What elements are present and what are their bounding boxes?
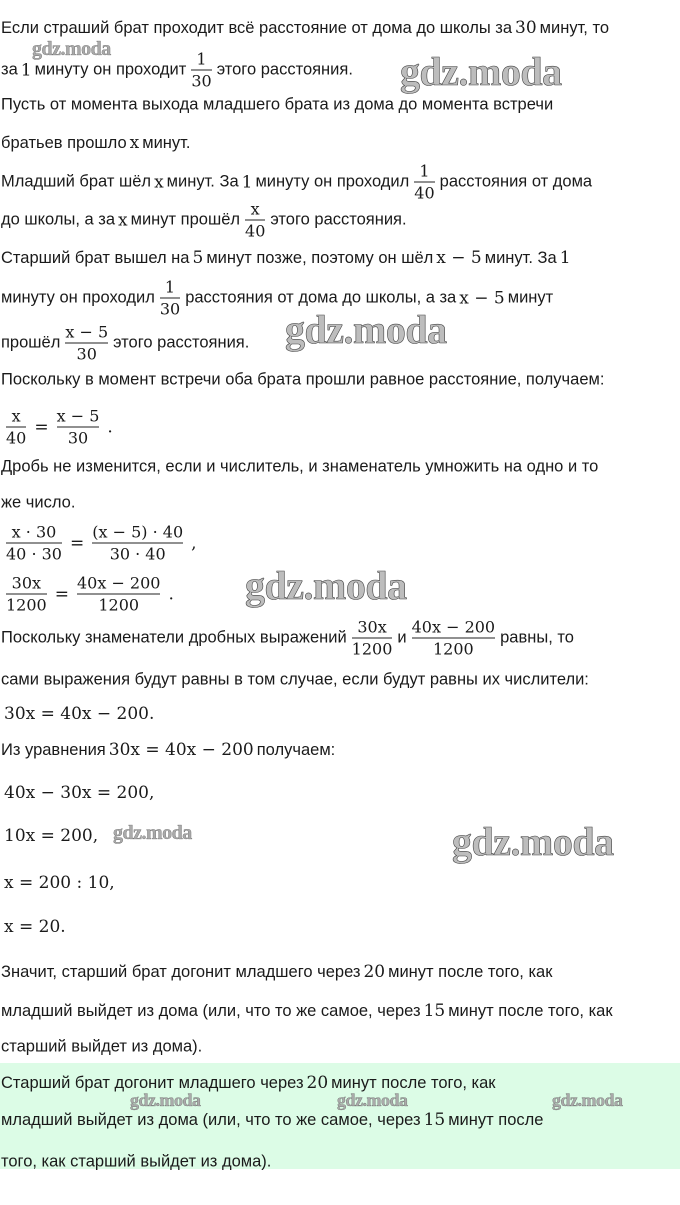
text-segment: за	[1, 60, 18, 79]
math-expression: ,	[191, 533, 197, 553]
lines-line	[1, 1001, 613, 1021]
fraction	[57, 407, 100, 448]
text-segment: того, как старший выйдет из дома).	[1, 1152, 272, 1171]
text-segment: Младший брат шёл	[1, 172, 152, 191]
fraction	[412, 618, 496, 659]
math-expression: 10x = 200,	[4, 826, 99, 846]
math-expression: x	[118, 210, 128, 230]
math-expression: 20	[363, 962, 386, 982]
fraction-numerator: x · 30	[11, 522, 57, 542]
fraction-numerator: 1	[164, 277, 176, 297]
text-segment: минут после того, как	[331, 1073, 496, 1092]
fraction-denominator: 30	[159, 299, 181, 319]
lines-line	[1, 783, 157, 803]
text-segment: младший выйдет из дома (или, что то же самое, через	[1, 1110, 421, 1129]
lines-line	[1, 826, 101, 846]
fraction-denominator: 1200	[6, 595, 47, 615]
math-expression: 20	[306, 1073, 329, 1093]
text-segment: минут. За	[484, 248, 557, 267]
fraction	[352, 618, 393, 659]
lines-line	[1, 494, 75, 513]
fraction-numerator: (x − 5) · 40	[92, 522, 184, 542]
fraction-bar	[412, 638, 496, 639]
text-segment: этого расстояния.	[216, 60, 353, 79]
watermark: gdz.moda	[337, 1090, 408, 1110]
lines-line	[1, 523, 200, 564]
answer-line	[1, 1153, 271, 1172]
text-segment: Дробь не изменится, если и числитель, и знаменатель умножить на одно и то	[1, 457, 599, 476]
fraction	[65, 323, 108, 364]
fraction-denominator: 40	[245, 221, 266, 241]
fraction-denominator: 40	[414, 183, 435, 203]
math-expression: 30x = 40x − 200	[108, 740, 254, 760]
fraction	[77, 574, 161, 615]
lines-line	[1, 162, 592, 203]
lines-line	[1, 18, 609, 38]
fraction-denominator: 30 · 40	[109, 544, 166, 564]
text-segment: этого расстояния.	[113, 333, 250, 352]
fraction-numerator: 1	[419, 161, 430, 181]
fraction-denominator: 40 · 30	[6, 544, 62, 564]
text-segment: же число.	[1, 493, 76, 512]
watermark: gdz.moda	[552, 1090, 623, 1110]
lines-line	[1, 574, 177, 615]
fraction-bar	[352, 638, 393, 639]
text-segment: минут	[507, 288, 554, 307]
fraction-bar	[6, 427, 26, 428]
text-segment: этого расстояния.	[270, 210, 407, 229]
lines-line	[1, 873, 118, 893]
fraction-bar	[77, 594, 161, 595]
math-expression: x	[154, 172, 164, 192]
math-expression: 5	[192, 248, 204, 268]
watermark: gdz.moda	[245, 563, 407, 608]
fraction-numerator: 30x	[11, 573, 42, 593]
lines-line	[1, 1038, 202, 1057]
fraction-numerator: x − 5	[56, 406, 100, 426]
fraction-denominator: 1200	[98, 595, 140, 615]
text-segment: Старший брат вышел на	[1, 248, 190, 267]
lines-line	[1, 371, 604, 390]
watermark: gdz.moda	[400, 49, 562, 94]
math-expression: x − 5	[459, 288, 505, 308]
math-expression: x	[129, 133, 140, 153]
watermark: gdz.moda	[285, 307, 447, 352]
fraction-denominator: 1200	[433, 639, 474, 659]
lines-line	[1, 740, 335, 760]
math-expression: .	[107, 417, 113, 437]
text-segment: минут, то	[539, 18, 610, 37]
fraction-denominator: 1200	[351, 639, 393, 659]
fraction	[160, 278, 180, 319]
text-segment: минут позже, поэтому он шёл	[206, 248, 434, 267]
text-segment: Поскольку знаменатели дробных выражений	[1, 628, 347, 647]
text-segment: минут после того, как	[388, 962, 553, 981]
lines-line	[1, 458, 598, 477]
fraction	[245, 200, 265, 241]
text-segment: расстояния от дома	[439, 172, 593, 191]
lines-line	[1, 671, 589, 690]
text-segment: получаем:	[256, 740, 336, 759]
text-segment: расстояния от дома до школы, а за	[185, 288, 457, 307]
text-segment: минут после	[448, 1110, 544, 1129]
fraction-bar	[6, 594, 47, 595]
text-segment: братьев прошло	[1, 133, 127, 152]
fraction	[6, 523, 62, 564]
lines-line	[1, 248, 574, 268]
fraction-numerator: x	[250, 199, 260, 219]
fraction-bar	[6, 543, 62, 544]
math-expression: 40x − 30x = 200,	[4, 783, 155, 803]
fraction-bar	[191, 70, 211, 71]
fraction-denominator: 40	[6, 428, 27, 448]
text-segment: Из уравнения	[1, 740, 106, 759]
lines-line	[1, 917, 69, 937]
text-segment: Поскольку в момент встречи оба брата прошли равное расстояние, получаем:	[1, 370, 605, 389]
fraction-denominator: 30	[191, 71, 212, 91]
math-expression: .	[168, 584, 174, 604]
fraction-numerator: x	[11, 406, 21, 426]
math-expression: 30	[515, 18, 537, 38]
watermark: gdz.moda	[452, 819, 614, 864]
fraction	[92, 523, 183, 564]
text-segment: минуту он проходил	[255, 172, 410, 191]
text-segment: прошёл	[1, 333, 61, 352]
text-segment: равны, то	[500, 628, 574, 647]
math-expression: 1	[20, 60, 32, 80]
answer-line	[1, 1073, 496, 1093]
math-expression: 15	[423, 1110, 446, 1130]
text-segment: минут после того, как	[448, 1001, 613, 1020]
text-segment: минут.	[142, 133, 191, 152]
math-expression: 1	[559, 248, 571, 268]
math-expression: x − 5	[436, 248, 482, 268]
lines-line	[1, 96, 553, 115]
lines-line	[1, 278, 553, 319]
lines-line	[1, 704, 157, 724]
fraction-bar	[414, 182, 434, 183]
math-expression: x = 20.	[4, 917, 66, 937]
fraction	[6, 574, 47, 615]
math-expression: 1	[241, 172, 253, 192]
math-expression: x = 200 : 10,	[4, 873, 115, 893]
text-segment: Пусть от момента выхода младшего брата из дома до момента встречи	[1, 95, 554, 114]
text-segment: сами выражения будут равны в том случае, если будут равны их числители:	[1, 670, 589, 689]
fraction-denominator: 30	[76, 344, 97, 364]
text-segment: минуту он проходит	[34, 60, 187, 79]
lines-line	[1, 407, 116, 448]
text-segment: Старший брат догонит младшего через	[1, 1073, 304, 1092]
fraction-numerator: 40x − 200	[76, 573, 161, 593]
text-segment: до школы, а за	[1, 210, 116, 229]
text-segment: минут прошёл	[130, 210, 241, 229]
fraction-bar	[57, 427, 100, 428]
fraction-numerator: 1	[196, 49, 207, 69]
lines-line	[1, 962, 552, 982]
fraction-bar	[65, 343, 108, 344]
lines-line	[1, 133, 190, 153]
text-segment: Значит, старший брат догонит младшего через	[1, 962, 361, 981]
watermark: gdz.moda	[113, 822, 192, 844]
math-expression: =	[54, 584, 69, 604]
watermark: gdz.moda	[130, 1090, 201, 1110]
math-expression: =	[69, 533, 85, 553]
fraction-numerator: 30x	[357, 617, 387, 637]
lines-line	[1, 200, 407, 241]
text-segment: младший выйдет из дома (или, что то же самое, через	[1, 1001, 421, 1020]
fraction-denominator: 30	[67, 428, 89, 448]
fraction	[414, 162, 434, 203]
lines-line	[1, 618, 574, 659]
text-segment: минут. За	[166, 172, 239, 191]
fraction-numerator: 40x − 200	[411, 617, 496, 637]
fraction	[6, 407, 26, 448]
math-expression: 15	[423, 1001, 446, 1021]
math-expression: =	[34, 417, 49, 437]
text-segment: Если страший брат проходит всё расстояние от дома до школы за	[1, 18, 513, 37]
fraction	[191, 50, 211, 91]
text-segment: старший выйдет из дома).	[1, 1037, 203, 1056]
watermark: gdz.moda	[32, 38, 111, 60]
answer-line	[1, 1110, 543, 1130]
fraction-bar	[245, 220, 265, 221]
fraction-numerator: x − 5	[65, 322, 109, 342]
lines-line	[1, 323, 249, 364]
text-segment: и	[397, 628, 407, 647]
fraction-bar	[160, 298, 180, 299]
text-segment: минуту он проходил	[1, 288, 155, 307]
math-expression: 30x = 40x − 200.	[4, 704, 155, 724]
fraction-bar	[92, 543, 183, 544]
